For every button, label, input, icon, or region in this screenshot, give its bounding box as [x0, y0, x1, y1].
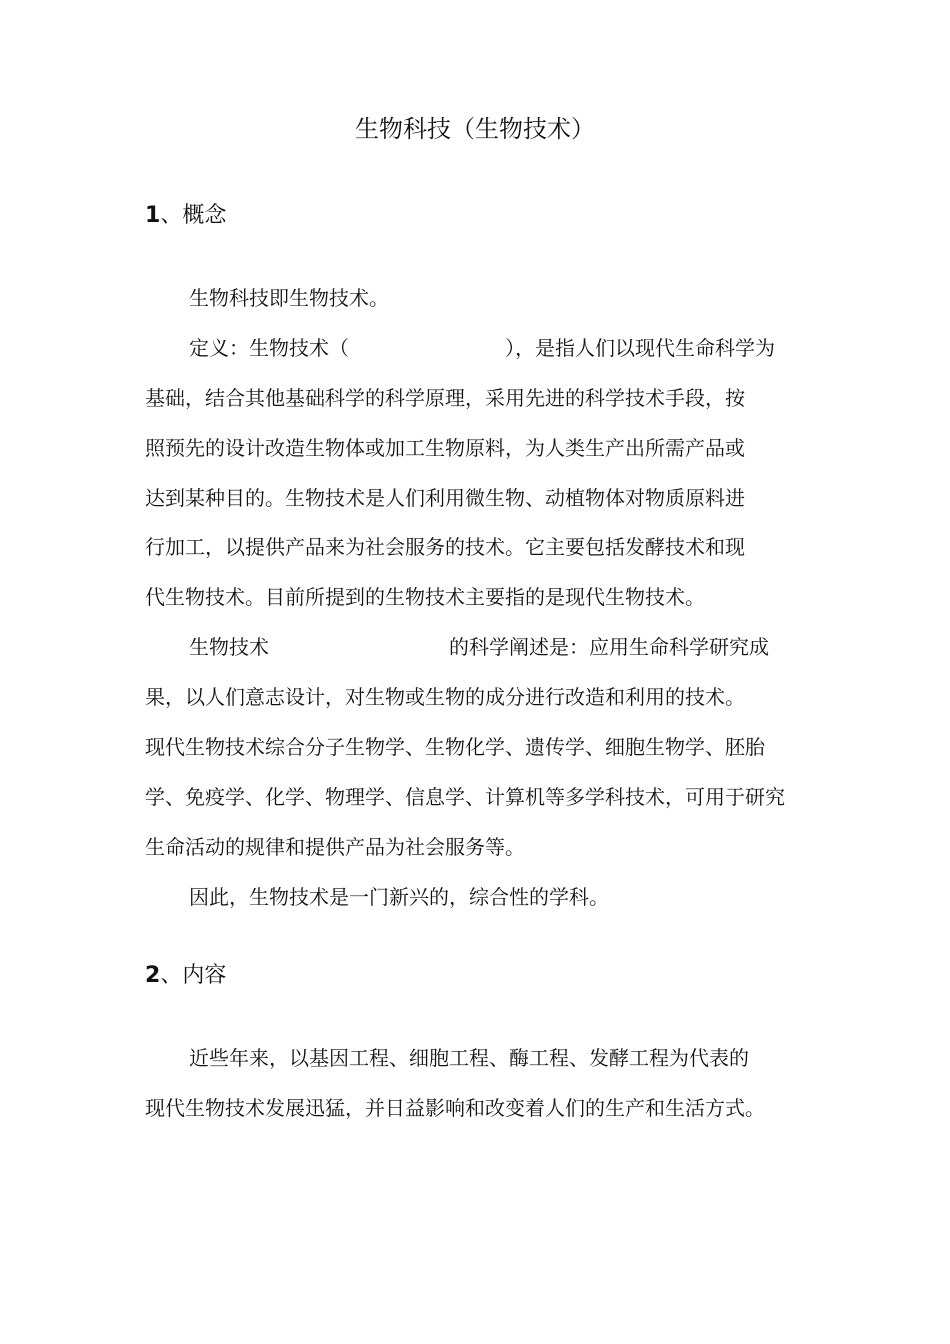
section-number: 2 — [145, 963, 161, 988]
paragraph-line: 的科学阐述是：应用生命科学研究成 — [449, 635, 769, 659]
paragraph-line: 行加工，以提供产品来为社会服务的技术。它主要包括发酵技术和现 — [145, 535, 745, 559]
paragraph-line: 照预先的设计改造生物体或加工生物原料，为人类生产出所需产品或 — [145, 436, 745, 460]
paragraph-line: 达到某种目的。生物技术是人们利用微生物、动植物体对物质原料进 — [145, 486, 745, 510]
paragraph-line: 因此，生物技术是一门新兴的，综合性的学科。 — [189, 885, 609, 909]
document-title: 生物科技（生物技术） — [355, 115, 595, 143]
section-number: 1 — [145, 203, 161, 228]
paragraph-line: 现代生物技术发展迅猛，并日益影响和改变着人们的生产和生活方式。 — [145, 1096, 765, 1120]
paragraph-line: 学、免疫学、化学、物理学、信息学、计算机等多学科技术，可用于研究 — [145, 785, 785, 809]
section-title: 、内容 — [160, 963, 227, 988]
paragraph-line: 近些年来，以基因工程、细胞工程、酶工程、发酵工程为代表的 — [189, 1046, 749, 1070]
paragraph-line: 果，以人们意志设计，对生物或生物的成分进行改造和利用的技术。 — [145, 685, 745, 709]
paragraph-line: 定义：生物技术（ — [189, 336, 349, 360]
paragraph-line: 生命活动的规律和提供产品为社会服务等。 — [145, 835, 525, 859]
paragraph-line: 生物技术 — [189, 635, 269, 659]
paragraph-line: 现代生物技术综合分子生物学、生物化学、遗传学、细胞生物学、胚胎 — [145, 735, 765, 759]
paragraph-line: 生物科技即生物技术。 — [189, 286, 389, 310]
section-heading-content — [145, 960, 226, 992]
section-heading-concept — [145, 200, 226, 232]
paragraph-line: 代生物技术。目前所提到的生物技术主要指的是现代生物技术。 — [145, 585, 705, 609]
paragraph-line: 基础，结合其他基础科学的科学原理，采用先进的科学技术手段，按 — [145, 386, 745, 410]
paragraph-line: ），是指人们以现代生命科学为 — [505, 336, 775, 360]
section-title: 、概念 — [160, 203, 227, 228]
